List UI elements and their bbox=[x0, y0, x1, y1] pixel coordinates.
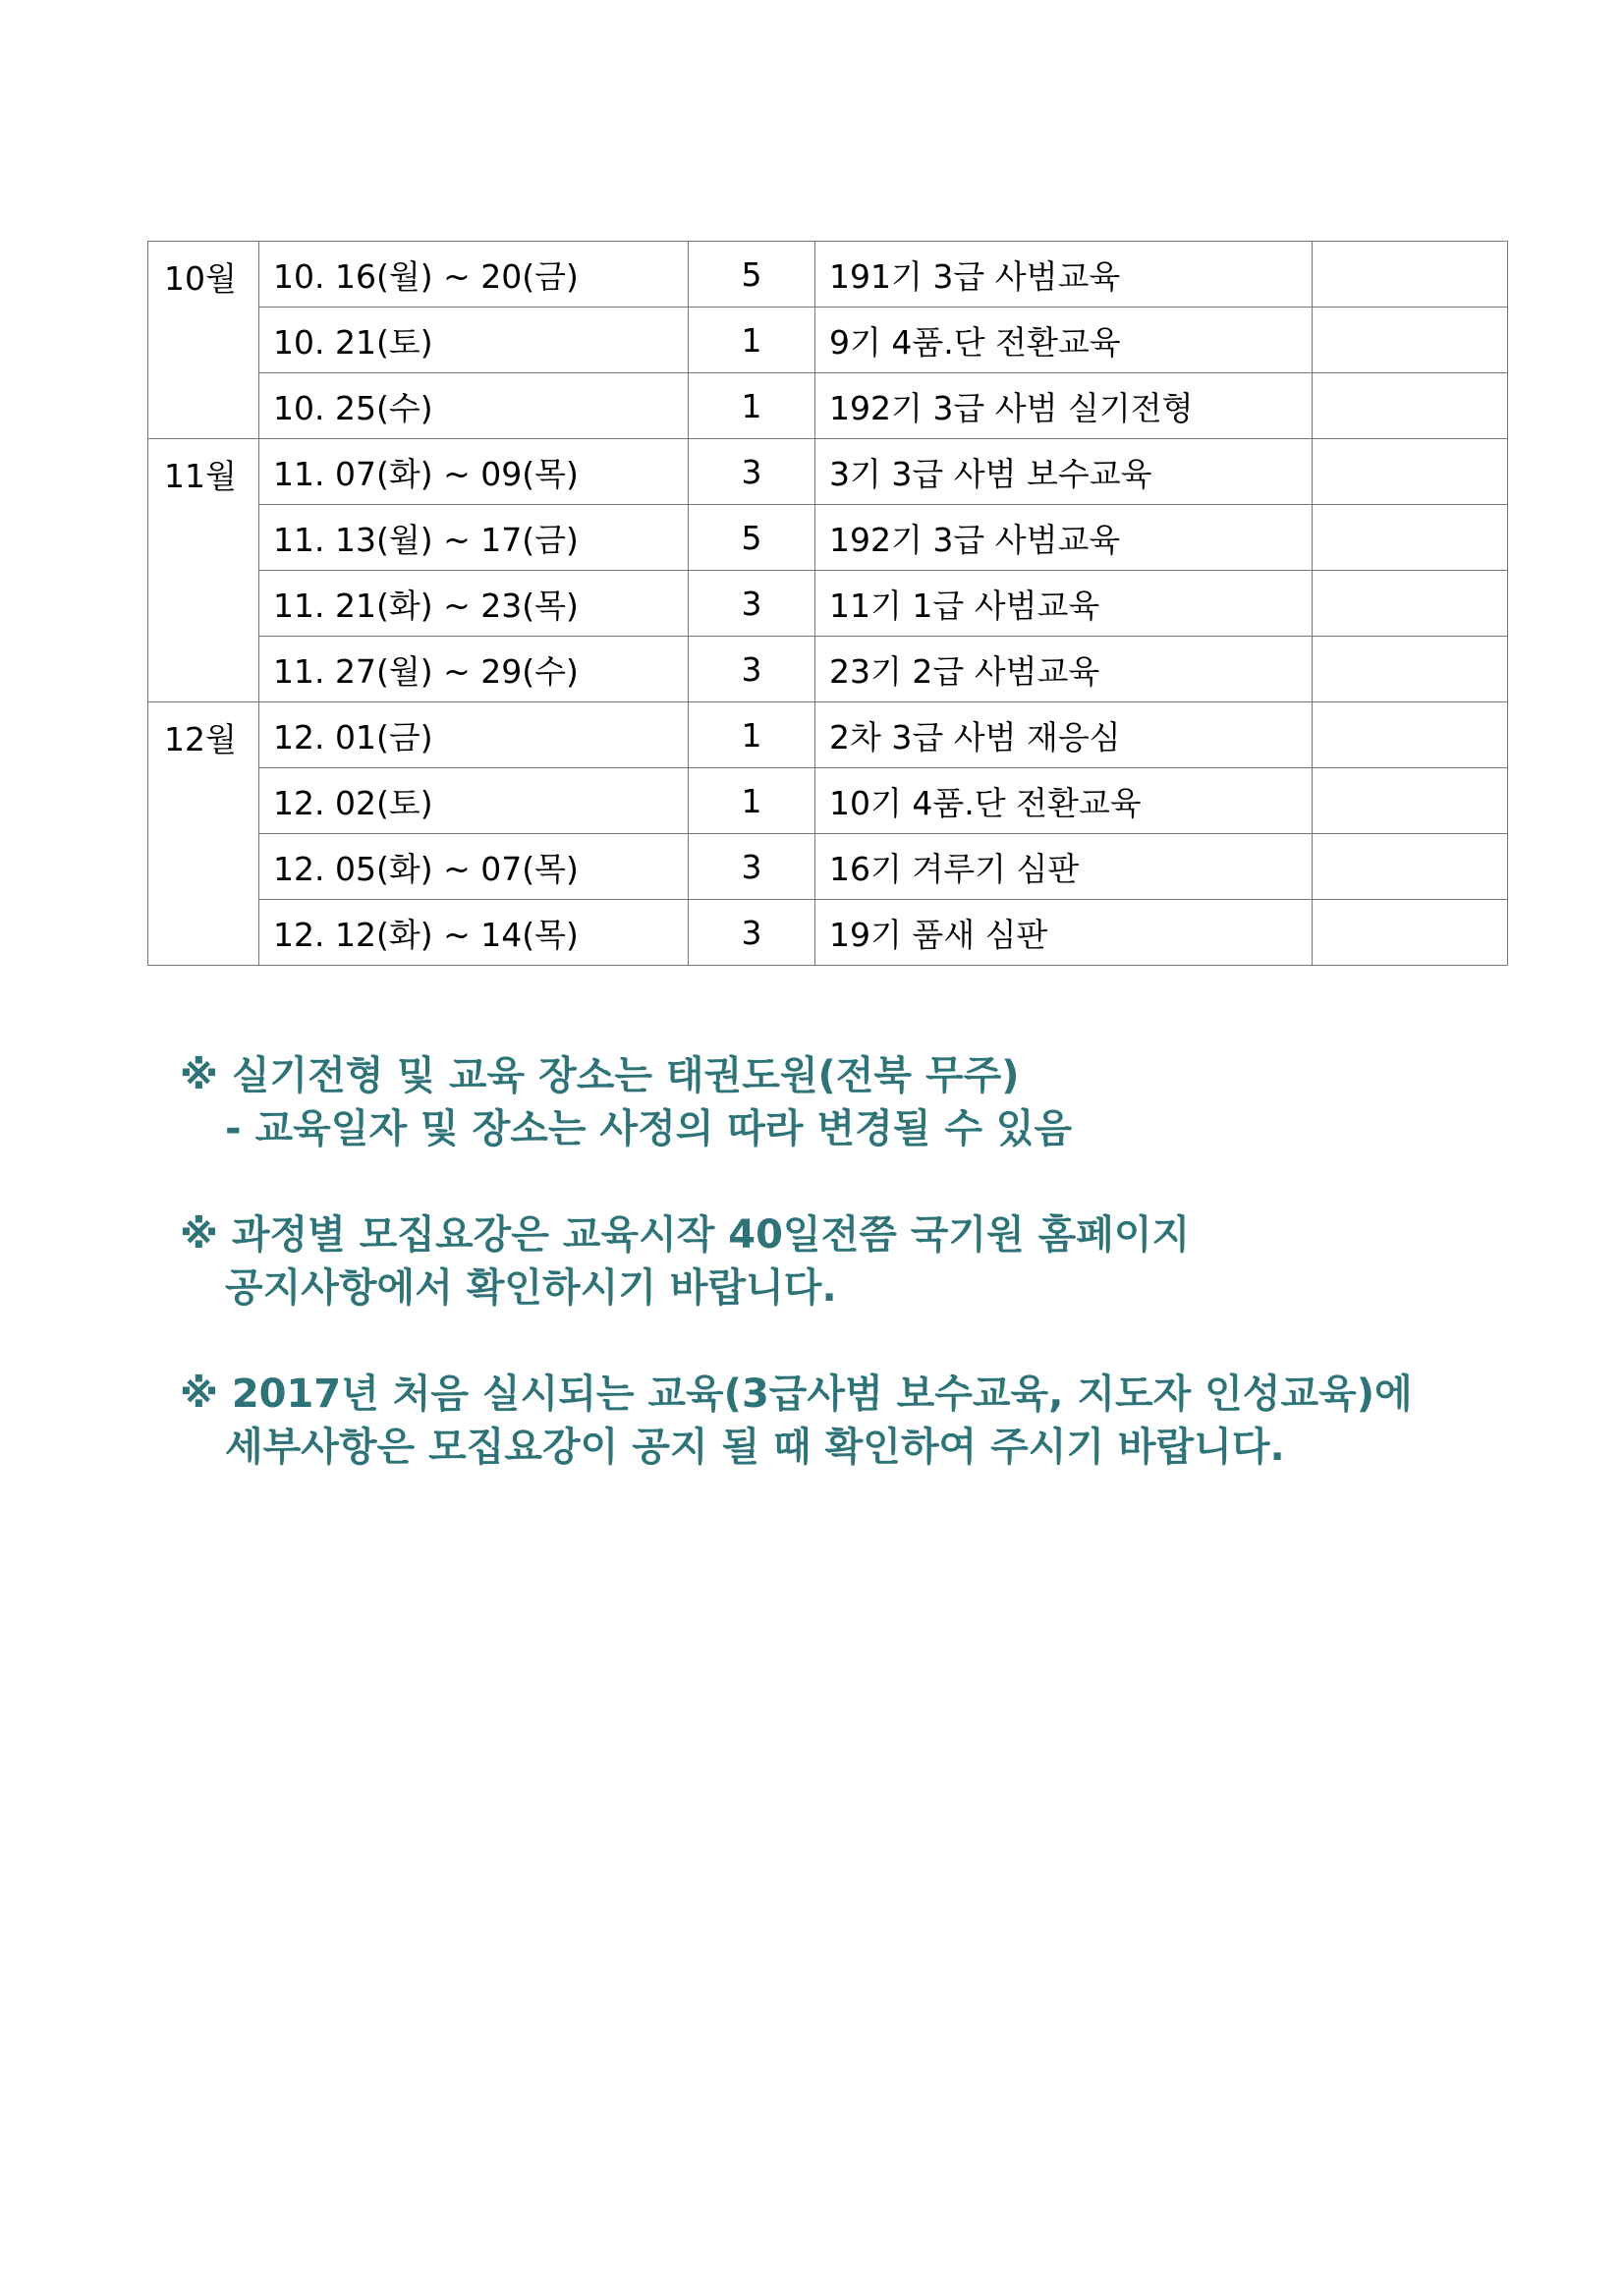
note-recruitment bbox=[180, 1208, 1536, 1315]
date-cell: 12. 01(금) bbox=[259, 702, 689, 768]
course-cell: 9기 4품.단 전환교육 bbox=[815, 308, 1313, 373]
date-cell: 12. 12(화) ~ 14(목) bbox=[259, 900, 689, 966]
days-cell: 5 bbox=[689, 505, 815, 571]
days-cell: 1 bbox=[689, 373, 815, 439]
course-cell: 11기 1급 사범교육 bbox=[815, 571, 1313, 637]
note-line: 세부사항은 모집요강이 공지 될 때 확인하여 주시기 바랍니다. bbox=[225, 1425, 1285, 1470]
course-cell: 16기 겨루기 심판 bbox=[815, 834, 1313, 900]
course-cell: 191기 3급 사범교육 bbox=[815, 242, 1313, 308]
table-row bbox=[148, 702, 1508, 768]
table-row bbox=[148, 373, 1508, 439]
days-cell: 5 bbox=[689, 242, 815, 308]
course-cell: 19기 품새 심판 bbox=[815, 900, 1313, 966]
table-row bbox=[148, 505, 1508, 571]
days-cell: 3 bbox=[689, 571, 815, 637]
schedule-body bbox=[148, 242, 1508, 966]
days-cell: 3 bbox=[689, 439, 815, 505]
course-cell: 192기 3급 사범 실기전형 bbox=[815, 373, 1313, 439]
date-cell: 10. 16(월) ~ 20(금) bbox=[259, 242, 689, 308]
notes-section bbox=[180, 1049, 1536, 1527]
days-cell: 1 bbox=[689, 702, 815, 768]
table-row bbox=[148, 834, 1508, 900]
date-cell: 10. 21(토) bbox=[259, 308, 689, 373]
course-cell: 192기 3급 사범교육 bbox=[815, 505, 1313, 571]
note-cell bbox=[1313, 900, 1508, 966]
date-cell: 12. 05(화) ~ 07(목) bbox=[259, 834, 689, 900]
note-cell bbox=[1313, 637, 1508, 702]
note-cell bbox=[1313, 768, 1508, 834]
table-row bbox=[148, 242, 1508, 308]
days-cell: 1 bbox=[689, 768, 815, 834]
note-cell bbox=[1313, 702, 1508, 768]
date-cell: 12. 02(토) bbox=[259, 768, 689, 834]
note-line: ※ 과정별 모집요강은 교육시작 40일전쯤 국기원 홈페이지 bbox=[180, 1212, 1191, 1258]
course-cell: 10기 4품.단 전환교육 bbox=[815, 768, 1313, 834]
table-row bbox=[148, 768, 1508, 834]
month-cell: 10월 bbox=[148, 242, 259, 439]
note-line: 공지사항에서 확인하시기 바랍니다. bbox=[225, 1265, 837, 1311]
course-cell: 2차 3급 사범 재응심 bbox=[815, 702, 1313, 768]
date-cell: 11. 21(화) ~ 23(목) bbox=[259, 571, 689, 637]
table-row bbox=[148, 308, 1508, 373]
days-cell: 3 bbox=[689, 834, 815, 900]
note-line: - 교육일자 및 장소는 사정의 따라 변경될 수 있음 bbox=[225, 1106, 1073, 1151]
schedule-table bbox=[147, 241, 1508, 966]
note-new-courses bbox=[180, 1368, 1536, 1474]
note-cell bbox=[1313, 439, 1508, 505]
table-row bbox=[148, 900, 1508, 966]
date-cell: 11. 27(월) ~ 29(수) bbox=[259, 637, 689, 702]
date-cell: 11. 13(월) ~ 17(금) bbox=[259, 505, 689, 571]
date-cell: 11. 07(화) ~ 09(목) bbox=[259, 439, 689, 505]
table-row bbox=[148, 439, 1508, 505]
days-cell: 1 bbox=[689, 308, 815, 373]
note-cell bbox=[1313, 834, 1508, 900]
course-cell: 23기 2급 사범교육 bbox=[815, 637, 1313, 702]
table-row bbox=[148, 637, 1508, 702]
note-cell bbox=[1313, 505, 1508, 571]
date-cell: 10. 25(수) bbox=[259, 373, 689, 439]
month-cell: 12월 bbox=[148, 702, 259, 966]
course-cell: 3기 3급 사범 보수교육 bbox=[815, 439, 1313, 505]
note-line: ※ 실기전형 및 교육 장소는 태권도원(전북 무주) bbox=[180, 1053, 1020, 1098]
month-cell: 11월 bbox=[148, 439, 259, 702]
note-cell bbox=[1313, 571, 1508, 637]
note-line: ※ 2017년 처음 실시되는 교육(3급사범 보수교육, 지도자 인성교육)에 bbox=[180, 1372, 1413, 1417]
note-venue bbox=[180, 1049, 1536, 1155]
note-cell bbox=[1313, 373, 1508, 439]
days-cell: 3 bbox=[689, 900, 815, 966]
note-cell bbox=[1313, 242, 1508, 308]
table-row bbox=[148, 571, 1508, 637]
days-cell: 3 bbox=[689, 637, 815, 702]
note-cell bbox=[1313, 308, 1508, 373]
